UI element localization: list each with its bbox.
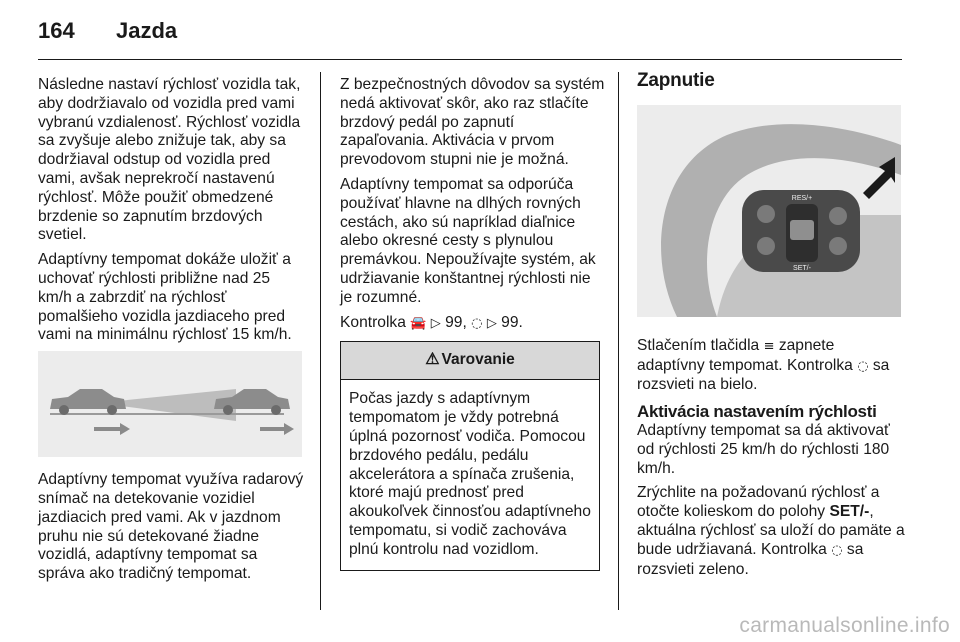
page-reference-icon: ▷ [430,315,441,331]
paragraph: Adaptívny tempomat sa dá aktivovať od rýchlosti 25 km/h do rýchlosti 180 km/h. [637,421,890,477]
paragraph: Zrýchlite na požadovanú rýchlosť a otočte kolieskom do polohy SET/-, aktuálna rýchlosť sa uloží do pamäte a bude udržiavaná. Kontrolka ◌ sa rozsvieti zeleno. [637,484,905,578]
page-number: 164 [38,18,75,43]
cancel-button-icon [757,237,775,255]
cruise-control-indicator-icon: ◌ [857,358,869,374]
distance-button-icon [757,205,775,223]
warning-triangle-icon: ⚠ [425,351,440,369]
speed-limiter-button-icon [829,237,847,255]
rear-car-icon [50,389,126,415]
cruise-control-indicator-icon: ◌ [831,542,843,558]
warning-box [340,341,600,570]
warning-title: Varovanie [441,351,515,369]
set-position-label: SET/- [829,503,870,521]
res-label: RES/+ [791,194,813,202]
set-label: SET/- [793,264,811,272]
direction-arrow-icon [260,423,294,435]
paragraph: Adaptívny tempomat sa odporúča používať hlavne na dlhých rovných cestách, ako sú napríklad diaľnice alebo okresné cesty s plynulou premávkou. Nepoužívajte systém, ak udržiavanie konštantnej rýchlosti nie je rozumné. [340,175,596,306]
column-2 [340,76,605,571]
radar-illustration [38,351,302,457]
column-divider [320,72,321,610]
steering-wheel-illustration [637,105,901,317]
cruise-control-indicator-icon: ◌ [471,315,483,331]
column-divider [618,72,619,610]
header-rule [38,59,902,60]
paragraph: Adaptívny tempomat využíva radarový snímač na detekovanie vozidiel jazdiacich pred vami. Ak v jazdnom pruhu nie sú detekované žiadne vozidlá, adaptívny tempomat sa správa ako tradičný tempomat. [38,471,304,583]
paragraph: Stlačením tlačidla ≡ zapnete adaptívny tempomat. Kontrolka ◌ sa rozsvieti na bielo. [637,336,890,394]
car-indicator-icon: 🚘 [410,315,427,331]
section-title: Jazda [116,18,178,43]
adaptive-cruise-button-icon [829,207,847,225]
warning-text: Počas jazdy s adaptívnym tempomatom je vždy potrebná úplná pozornosť vodiča. Pomocou brzdového pedálu, pedálu akcelerátora a spínača zrušenia, ktoré majú prednosť pred akoukoľvek činnosťou adaptívneho tempomatu, si vodič zachováva plnú kontrolu nad vozidlom. [349,390,591,558]
control-panel [742,190,860,272]
paragraph: Z bezpečnostných dôvodov sa systém nedá aktivovať skôr, ako raz stlačíte brzdový pedál po zapnutí zapaľovania. Aktivácia v prvom prevodovom stupni nie je možná. [340,76,605,169]
page-header [38,18,177,48]
page-reference-icon: ▷ [486,315,497,331]
warning-header [341,342,599,380]
road-line [50,413,284,415]
subsection-heading: Aktivácia nastavením rýchlosti [637,402,877,422]
paragraph: Následne nastaví rýchlosť vozidla tak, aby dodržiavalo od vozidla pred vami vybranú vzdialenosť. Rýchlosť vozidla sa zvyšuje alebo znižuje tak, aby sa dodržiaval odstup od vozidla pred vami, avšak neprekročí nastavenú rýchlosť. Môže použiť obmedzené brzdenie so zapnutím brzdových svetiel. [38,76,301,244]
section-heading: Zapnutie [637,70,715,91]
paragraph: Adaptívny tempomat dokáže uložiť a uchovať rýchlosti približne nad 25 km/h a zabrzdiť na rýchlosť pomalšieho vozidla jazdiaceho pred vami na minimálnu rýchlosť 15 km/h. [38,251,292,344]
column-1 [38,76,308,590]
direction-arrow-icon [94,423,130,435]
watermark: carmanualsonline.info [739,614,950,637]
indicator-reference: Kontrolka 🚘 ▷ 99, ◌ ▷ 99. [340,313,523,331]
column-3 [637,70,905,585]
adaptive-cruise-button-icon: ≡ [763,338,775,354]
